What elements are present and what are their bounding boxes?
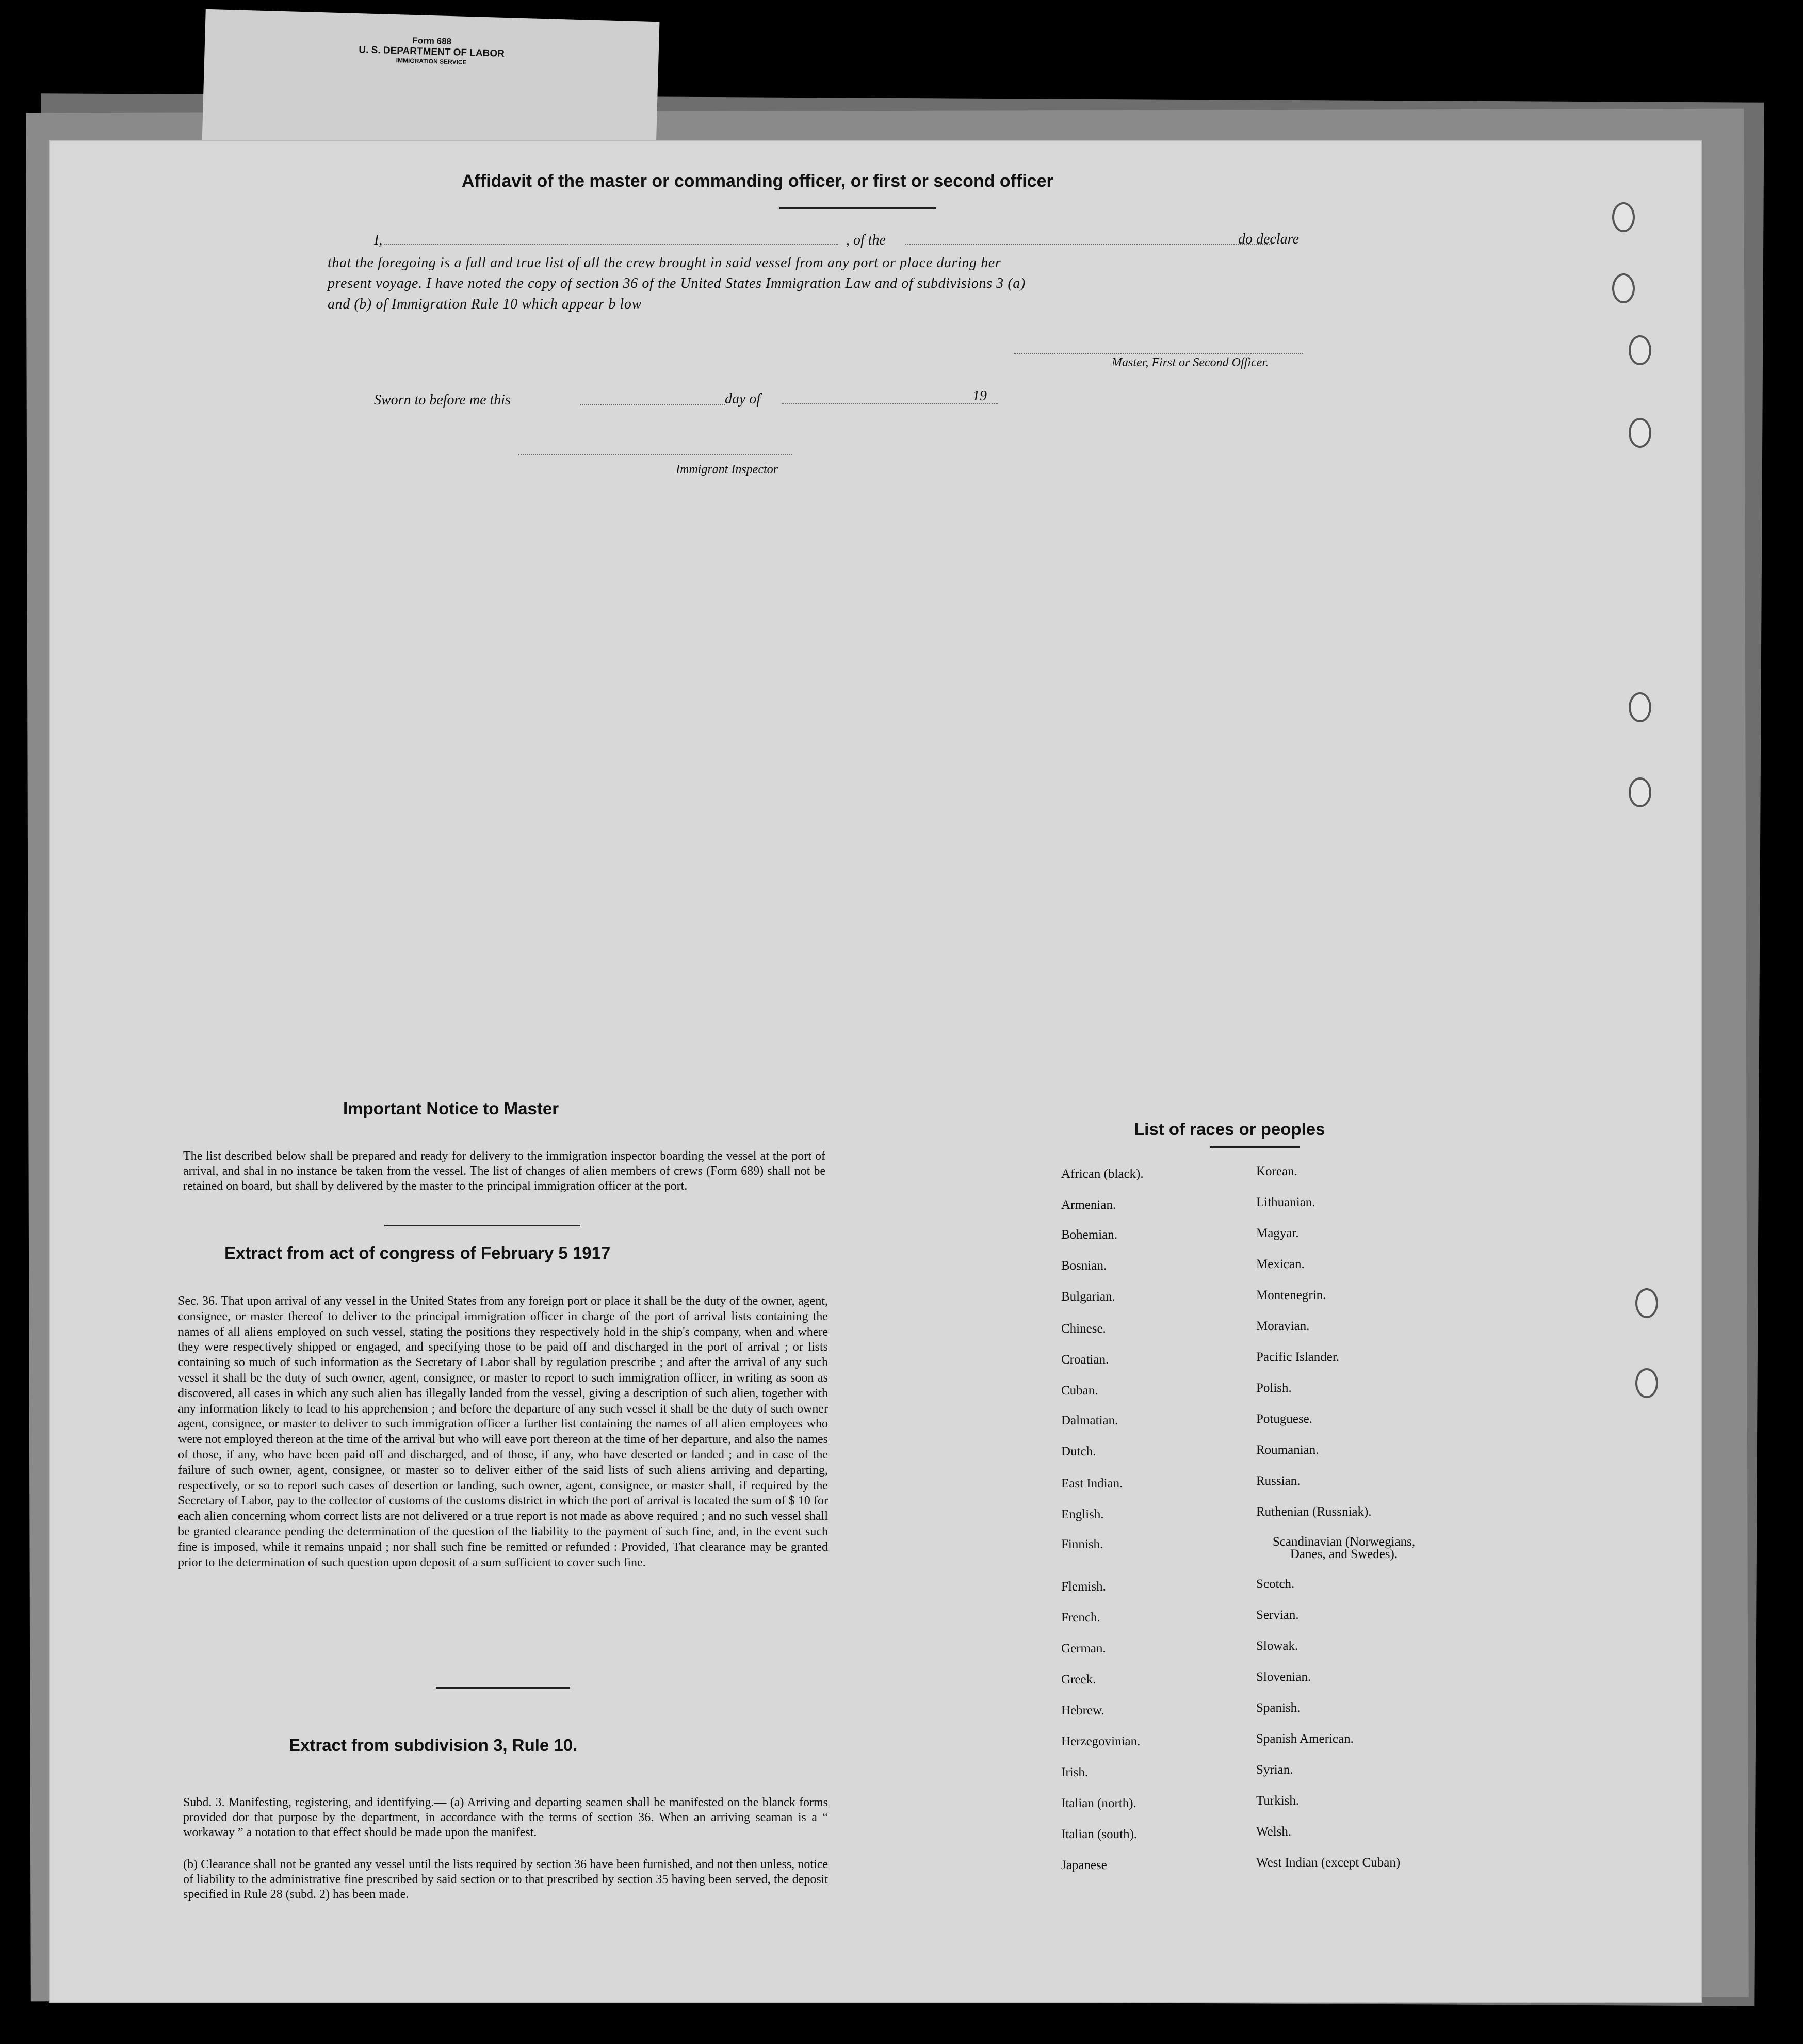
race-item: Lithuanian. — [1256, 1195, 1315, 1209]
section-divider — [436, 1687, 570, 1689]
race-item: Cuban. — [1061, 1384, 1098, 1398]
race-item: French. — [1061, 1611, 1100, 1625]
punch-hole-icon — [1629, 777, 1651, 807]
race-item: Slowak. — [1256, 1639, 1298, 1653]
race-item: Welsh. — [1256, 1825, 1292, 1839]
race-item: Turkish. — [1256, 1794, 1300, 1808]
form-page — [49, 140, 1702, 2003]
race-item: Irish. — [1061, 1765, 1089, 1779]
race-item: Croatian. — [1061, 1353, 1109, 1367]
race-item: Scotch. — [1256, 1577, 1295, 1591]
punch-hole-icon — [1629, 692, 1651, 722]
affidavit-line: that the foregoing is a full and true list of all the crew brought in said vessel from any port or place during her — [328, 255, 1001, 271]
race-item: Korean. — [1256, 1164, 1297, 1178]
race-item: Potuguese. — [1256, 1412, 1313, 1426]
vessel-field[interactable] — [905, 244, 1272, 245]
race-item: Moravian. — [1256, 1319, 1310, 1333]
punch-hole-icon — [1629, 335, 1651, 365]
punch-hole-icon — [1612, 273, 1635, 303]
extract-act-title: Extract from act of congress of February 5 1917 — [224, 1243, 611, 1262]
sworn-label: Sworn to before me this — [374, 392, 511, 408]
notice-text: The list described below shall be prepared and ready for delivery to the immigration inspector boarding the vessel at the port of arrival, and shal in no instance be taken from the vessel. The list of changes of alien members of crews (Form 689) shall not be retained on board, but shall by delivered by the master to the principal immigration officer at the port. — [183, 1149, 825, 1193]
punch-hole-icon — [1635, 1368, 1658, 1398]
race-item: German. — [1061, 1642, 1106, 1656]
race-item: East Indian. — [1061, 1477, 1123, 1490]
notice-title: Important Notice to Master — [343, 1099, 559, 1118]
race-item: Spanish American. — [1256, 1732, 1354, 1746]
race-item: Bosnian. — [1061, 1259, 1107, 1273]
month-field[interactable] — [782, 403, 998, 404]
race-item: Scandinavian (Norwegians, Danes, and Swedes). — [1272, 1535, 1416, 1561]
day-of-label: day of — [725, 391, 761, 407]
signature-field[interactable] — [1014, 353, 1303, 354]
punch-hole-icon — [1612, 202, 1635, 232]
department-name: U. S. DEPARTMENT OF LABOR — [359, 44, 505, 59]
extract-rule-para-b: (b) Clearance shall not be granted any vessel until the lists required by section 36 have been furnished, and not then unless, notice of liability to the administrative fine prescribed by said section or to that prescribed by section 35 having been served, the deposit specified in Rule 28 (subd. 2) has been made. — [183, 1858, 828, 1901]
inspector-label: Immigrant Inspector — [676, 463, 778, 476]
race-item: Hebrew. — [1061, 1704, 1104, 1717]
affidavit-of-the-label: , of the — [846, 232, 886, 248]
form-number: Form 688 — [412, 35, 452, 47]
race-item: Armenian. — [1061, 1198, 1116, 1212]
affidavit-title: Affidavit of the master or commanding officer, or first or second officer — [462, 171, 1053, 191]
race-item: Flemish. — [1061, 1580, 1106, 1594]
race-item: Italian (south). — [1061, 1827, 1138, 1841]
race-item: Chinese. — [1061, 1322, 1106, 1336]
race-item: Magyar. — [1256, 1226, 1299, 1240]
name-field[interactable] — [384, 244, 838, 245]
day-field[interactable] — [580, 404, 725, 405]
race-item: Roumanian. — [1256, 1443, 1319, 1457]
race-item: Servian. — [1256, 1608, 1299, 1622]
race-item: African (black). — [1061, 1167, 1144, 1181]
race-item: Italian (north). — [1061, 1796, 1136, 1810]
extract-rule-title: Extract from subdivision 3, Rule 10. — [289, 1735, 578, 1755]
affidavit-body — [328, 253, 1026, 315]
race-item: West Indian (except Cuban) — [1256, 1856, 1401, 1870]
race-item: Finnish. — [1061, 1537, 1103, 1551]
punch-hole-icon — [1629, 418, 1651, 448]
form-tab — [202, 9, 660, 156]
race-item: Mexican. — [1256, 1257, 1305, 1271]
race-item: Slovenian. — [1256, 1670, 1311, 1684]
section-divider — [384, 1225, 580, 1226]
race-item: Bulgarian. — [1061, 1290, 1115, 1304]
race-item: Pacific Islander. — [1256, 1350, 1340, 1364]
race-item: Bohemian. — [1061, 1228, 1118, 1242]
service-name: IMMIGRATION SERVICE — [396, 57, 467, 66]
race-item: Dutch. — [1061, 1445, 1096, 1458]
race-item: Greek. — [1061, 1673, 1096, 1686]
race-item: Russian. — [1256, 1474, 1301, 1488]
extract-act-text: Sec. 36. That upon arrival of any vessel in the United States from any foreign port or place it shall be the duty of the owner, agent, consignee, or master thereof to deliver to the principal immigration officer in charge of the port of arrival lists containing the names of all aliens employed on such vessel, stating the positions they respectively hold in the ship's company, when and where they were respectively shipped or engaged, and specifying those to be paid off and discharged in the port of arrival ; or lists containing so much of such information as the Secretary of Labor shall by regulation prescribe ; and after the arrival of any such vessel it shall be the duty of such owner, agent, consignee, or master to report to such immigration officer, in writing as soon as discovered, all cases in which any such alien has illegally landed from the vessel, giving a description of such alien, together with any information likely to lead to his apprehension ; and before the departure of any such vessel it shall be the duty of such owner agent, consignee, or master to deliver to such immigration officer a further list containing the names of all alien employees who were not employed thereon at the time of the arrival but who will eave port thereon at the time of her departure, and also the names of those, if any, who have been paid off and discharged, and of those, if any, who have deserted or landed ; and in case of the failure of such owner, agent, consignee, or master so to deliver either of the said lists of such aliens arriving and departing, respectively, or so to report such cases of desertion or landing, such owner, agent, consignee, or master shall, if required by the Secretary of Labor, pay to the collector of customs of the customs district in which the port of arrival is located the sum of $ 10 for each alien concerning whom correct lists are not delivered or a true report is not made as above required ; and no such vessel shall be granted clearance pending the determination of the question of the liability to the payment of such fine, and, in the event such fine is imposed, while it remains unpaid ; nor shall such fine be remitted or refunded : Provided, That clearance may be granted prior to the determination of such question upon deposit of a sum sufficient to cover such fine. — [178, 1294, 828, 1569]
race-item: Japanese — [1061, 1858, 1107, 1872]
inspector-signature-field[interactable] — [518, 454, 792, 455]
race-item: Herzegovinian. — [1061, 1734, 1141, 1748]
affidavit-line: and (b) of Immigration Rule 10 which appear b low — [328, 296, 642, 312]
extract-rule-para-a: Subd. 3. Manifesting, registering, and identifying.— (a) Arriving and departing seamen shall be manifested on the blanck forms provided dor that purpose by the department, in accordance with the terms of section 36. When an arriving seaman is a “ workaway ” a notation to that effect should be made upon the manifest. — [183, 1796, 828, 1839]
affidavit-do-declare-label: do declare — [1238, 231, 1299, 247]
race-item: Spanish. — [1256, 1701, 1301, 1715]
races-title-underline — [1210, 1146, 1300, 1148]
races-title: List of races or peoples — [1134, 1120, 1325, 1139]
race-item: English. — [1061, 1507, 1104, 1521]
race-item: Ruthenian (Russniak). — [1256, 1505, 1372, 1519]
year-prefix: 19 — [972, 388, 987, 404]
race-item: Montenegrin. — [1256, 1288, 1326, 1302]
affidavit-line: present voyage. I have noted the copy of section 36 of the United States Immigration Law and of subdivisions 3 (a) — [328, 275, 1026, 291]
race-item: Dalmatian. — [1061, 1414, 1118, 1427]
race-item: Polish. — [1256, 1381, 1292, 1395]
title-underline — [779, 207, 936, 209]
punch-hole-icon — [1635, 1288, 1658, 1318]
affidavit-i-label: I, — [374, 232, 383, 248]
race-item: Syrian. — [1256, 1763, 1293, 1777]
signature-label: Master, First or Second Officer. — [1112, 356, 1269, 369]
form-tab-header — [204, 30, 659, 72]
